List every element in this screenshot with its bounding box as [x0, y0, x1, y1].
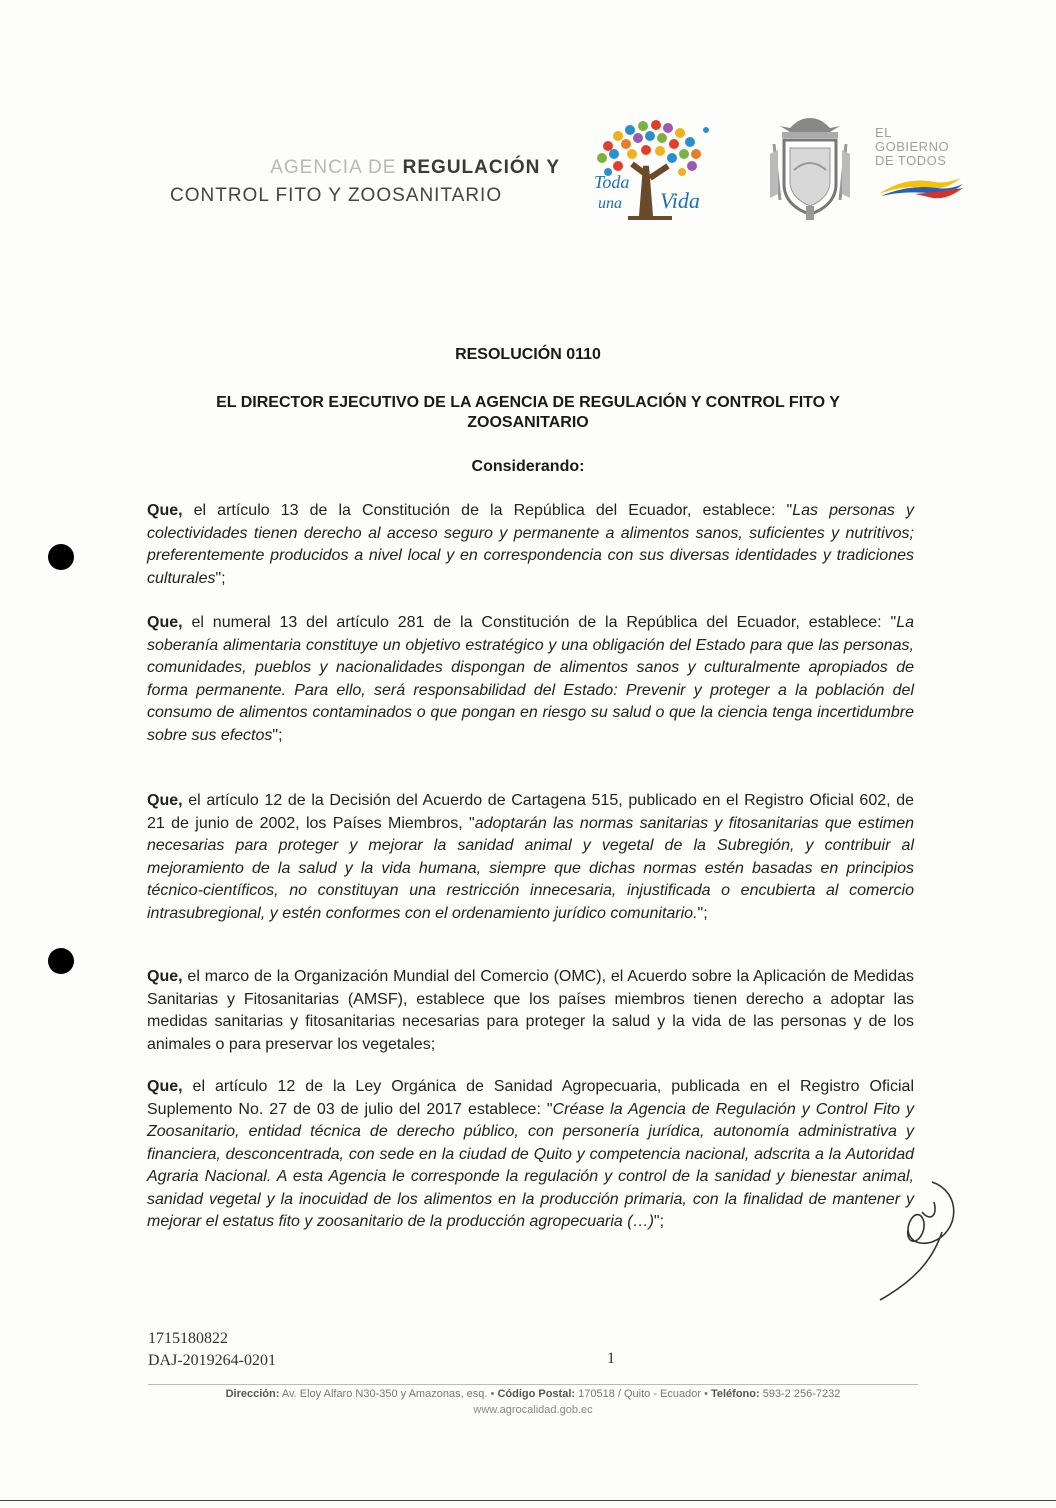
paragraph-text: el marco de la Organización Mundial del Comercio (OMC), el Acuerdo sobre la Aplicación de Medidas Sanitarias y Fitosanitarias (AMSF), establece que los países miembros tienen derecho a adoptar las medidas sanitarias y fitosanitarias necesarias para proteger la salud y la vida de las personas y de los animales o para preservar los vegetales; [147, 968, 914, 1053]
paragraph-text: el artículo 12 de la Ley Orgánica de Sanidad Agropecuaria, publicada en el Registro Oficial Suplemento No. 27 de 03 de julio del 2017 establece: " [147, 1078, 914, 1118]
una-text: una [598, 195, 622, 212]
paragraph-quote: La soberanía alimentaria constituye un objetivo estratégico y una obligación del Estado para que las personas, comunidades, pueblos y nacionalidades dispongan de alimentos sanos y culturalmente apropiados de forma permanente. Para ello, será responsabilidad del Estado: Prevenir y proteger a la población del consumo de alimentos contaminados o que pongan en riesgo su salud o que la ciencia tenga incertidumbre sobre sus efectos [147, 614, 914, 744]
address-label: Dirección: [225, 1388, 280, 1400]
paragraph-tail: "; [215, 569, 226, 587]
paragraph-lead: Que, [147, 502, 183, 519]
gobierno-de-todos-logo [875, 126, 975, 200]
paragraph-tail: "; [653, 1213, 665, 1230]
paragraph-lead: Que, [147, 614, 183, 631]
id-line1: 1715180822 [148, 1330, 228, 1347]
footer-address [148, 1388, 918, 1400]
paragraph-quote: Créase la Agencia de Regulación y Control Fito y Zoosanitario, entidad técnica de derecho público, con personería jurídica, autonomía administrativa y financiera, desconcentrada, con sede en la ciudad de Quito y competencia nacional, adscrita a la Autoridad Agraria Nacional. A esta Agencia le corresponde la regulación y control de la sanidad y bienestar animal, sanidad vegetal y la inocuidad de los alimentos en la producción primaria, con la finalidad de mantener y mejorar el estatus fito y zoosanitario de la producción agropecuaria (…) [147, 1100, 914, 1230]
postal-value: 170518 / Quito - Ecuador • [575, 1388, 711, 1400]
coat-of-arms-icon [760, 114, 860, 222]
handwritten-signature [872, 1172, 962, 1312]
paragraph-lead: Que, [147, 1078, 183, 1095]
page-number: 1 [607, 1350, 615, 1367]
toda-una-vida-logo [588, 116, 713, 224]
phone-label: Teléfono: [710, 1388, 760, 1400]
document-ids [148, 1328, 276, 1372]
subtitle-line1: EL DIRECTOR EJECUTIVO DE LA AGENCIA DE REGULACIÓN Y CONTROL FITO Y [216, 394, 840, 411]
address-value: Av. Eloy Alfaro N30-350 y Amazonas, esq. • [279, 1388, 498, 1400]
paragraph-4 [147, 966, 914, 1056]
agency-name-bold: REGULACIÓN Y [402, 157, 560, 178]
paragraph-quote: Las personas y colectividades tienen derecho al acceso seguro y permanente a alimentos sanos, suficientes y nutritivos; preferentemente producidos a nivel local y en correspondencia con sus diversas identidades y tradiciones culturales [147, 502, 914, 587]
paragraph-lead: Que, [147, 792, 183, 809]
considerando-heading: Considerando: [471, 458, 585, 475]
gob-line2: GOBIERNO [875, 139, 950, 154]
paragraph-tail: "; [697, 904, 708, 922]
punch-hole-bottom [48, 948, 74, 974]
paragraph-tail: "; [272, 726, 283, 744]
agency-name-light: AGENCIA DE [270, 157, 397, 178]
paragraph-1 [147, 500, 914, 590]
paragraph-text: el artículo 13 de la Constitución de la República del Ecuador, establece: " [182, 502, 793, 519]
postal-label: Código Postal: [497, 1388, 576, 1400]
phone-value: 593-2 256-7232 [759, 1388, 841, 1400]
paragraph-5 [147, 1076, 914, 1234]
paragraph-text: el numeral 13 del artículo 281 de la Constitución de la República del Ecuador, establece: " [182, 614, 897, 631]
vida-text: Vida [660, 188, 700, 213]
toda-text: Toda [594, 172, 630, 192]
id-line2: DAJ-2019264-0201 [148, 1352, 276, 1369]
subtitle-line2: ZOOSANITARIO [467, 414, 589, 431]
paragraph-2 [147, 612, 914, 747]
scan-edge-line [0, 1500, 1056, 1501]
resolution-title: RESOLUCIÓN 0110 [455, 346, 601, 363]
footer-website: www.agrocalidad.gob.ec [473, 1404, 593, 1416]
agency-name [170, 154, 560, 210]
agency-name-line2: CONTROL FITO Y ZOOSANITARIO [170, 185, 503, 206]
gob-line3: DE TODOS [875, 153, 947, 168]
punch-hole-top [48, 544, 74, 570]
gob-line1: EL [875, 125, 892, 140]
paragraph-text: el artículo 12 de la Decisión del Acuerdo de Cartagena 515, publicado en el Registro Oficial 602, de 21 de junio de 2002, los Países Miembros, " [147, 792, 914, 832]
flag-swoosh-icon [875, 172, 965, 200]
paragraph-3 [147, 790, 914, 925]
paragraph-lead: Que, [147, 968, 183, 985]
footer-divider [148, 1384, 918, 1385]
paragraph-quote: adoptarán las normas sanitarias y fitosanitarias que estimen necesarias para proteger y mejorar la sanidad animal y vegetal de la Subregión, y contribuir al mejoramiento de la salud y la vida humana, siempre que dichas normas estén basadas en principios técnico-científicos, no constituyan una restricción innecesaria, injustificada o encubierta al comercio intrasubregional, y estén conformes con el ordenamiento jurídico comunitario. [147, 814, 915, 922]
